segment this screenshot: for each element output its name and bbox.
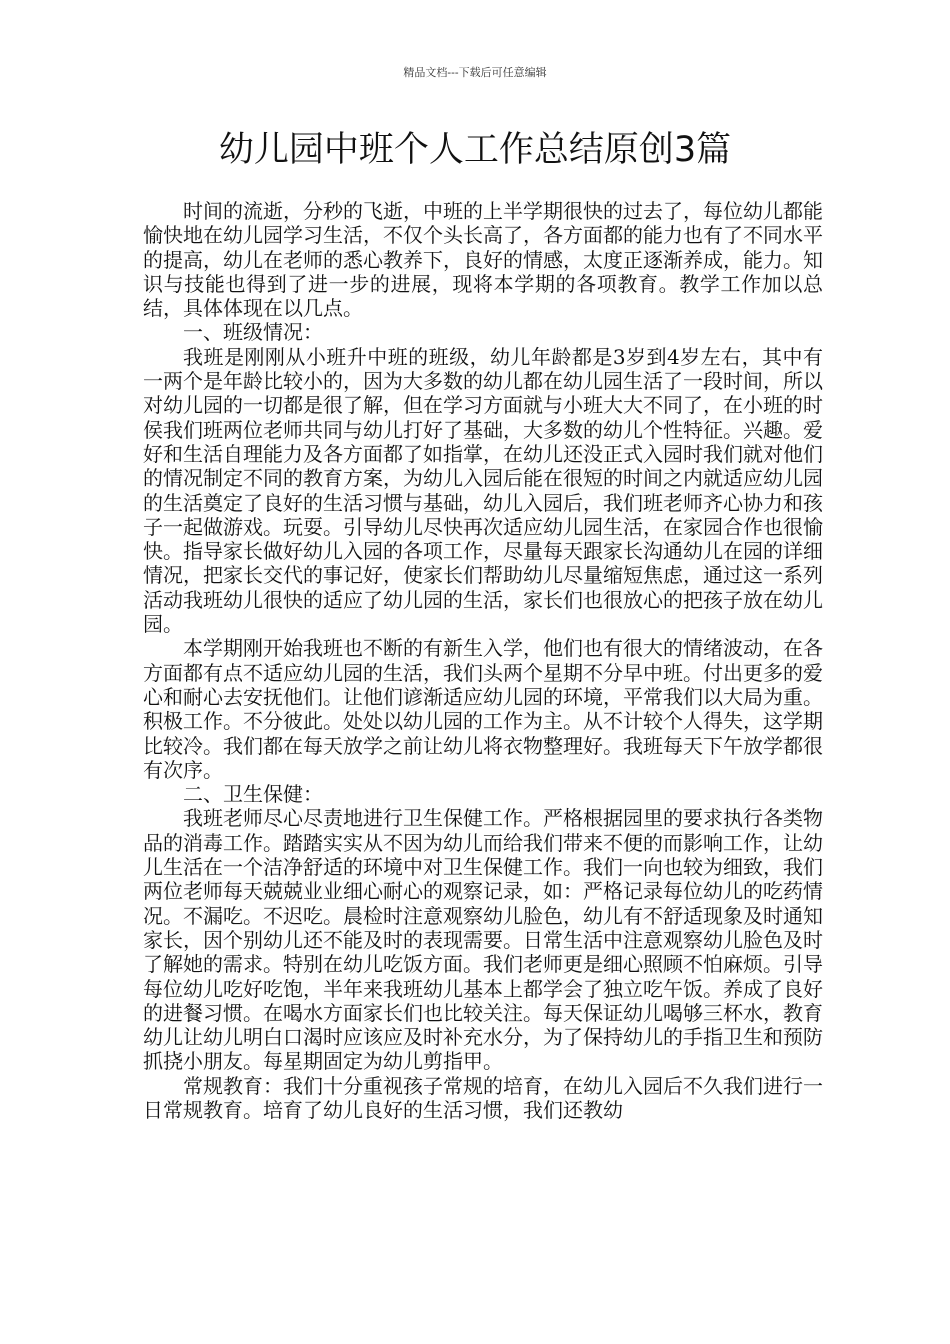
paragraph-routine-education: 常规教育：我们十分重视孩子常规的培育，在幼儿入园后不久我们进行一日常规教育。培育了幼儿良好的生活习惯，我们还教幼	[143, 1073, 823, 1122]
paragraph-class-situation: 我班是刚刚从小班升中班的班级，幼儿年龄都是3岁到4岁左右，其中有一两个是年龄比较小的，因为大多数的幼儿都在幼儿园生活了一段时间，所以对幼儿园的一切都是很了解，但在学习方面就与小班大大不同了，在小班的时侯我们班两位老师共同与幼儿打好了基础，大多数的幼儿个性特征。兴趣。爱好和生活自理能力及各方面都了如指掌，在幼儿还没正式入园时我们就对他们的情况制定不同的教育方案，为幼儿入园后能在很短的时间之内就适应幼儿园的生活奠定了良好的生活习惯与基础，幼儿入园后，我们班老师齐心协力和孩子一起做游戏。玩耍。引导幼儿尽快再次适应幼儿园生活，在家园合作也很愉快。指导家长做好幼儿入园的各项工作，尽量每天跟家长沟通幼儿在园的详细情况，把家长交代的事记好，使家长们帮助幼儿尽量缩短焦虑，通过这一系列活动我班幼儿很快的适应了幼儿园的生活，家长们也很放心的把孩子放在幼儿园。	[143, 344, 823, 637]
document-body	[143, 199, 823, 1122]
document-title: 幼儿园中班个人工作总结原创3篇	[218, 130, 732, 170]
header-note: 精品文档---下载后可任意编辑	[403, 66, 547, 79]
paragraph-new-students: 本学期刚开始我班也不断的有新生入学，他们也有很大的情绪波动，在各方面都有点不适应幼儿园的生活，我们头两个星期不分早中班。付出更多的爱心和耐心去安抚他们。让他们谚渐适应幼儿园的环境，平常我们以大局为重。积极工作。不分彼此。处处以幼儿园的工作为主。从不计较个人得失，这学期比较冷。我们都在每天放学之前让幼儿将衣物整理好。我班每天下午放学都很有次序。	[143, 636, 823, 782]
paragraph-health-care: 我班老师尽心尽责地进行卫生保健工作。严格根据园里的要求执行各类物品的消毒工作。踏踏实实从不因为幼儿而给我们带来不便的而影响工作，让幼儿生活在一个洁净舒适的环境中对卫生保健工作。我们一向也较为细致，我们两位老师每天兢兢业业细心耐心的观察记录，如：严格记录每位幼儿的吃药情况。不漏吃。不迟吃。晨检时注意观察幼儿脸色，幼儿有不舒适现象及时通知家长，因个别幼儿还不能及时的表现需要。日常生活中注意观察幼儿脸色及时了解她的需求。特别在幼儿吃饭方面。我们老师更是细心照顾不怕麻烦。引导每位幼儿吃好吃饱，半年来我班幼儿基本上都学会了独立吃午饭。养成了良好的进餐习惯。在喝水方面家长们也比较关注。每天保证幼儿喝够三杯水，教育幼儿让幼儿明白口渴时应该应及时补充水分，为了保持幼儿的手指卫生和预防抓挠小朋友。每星期固定为幼儿剪指甲。	[143, 806, 823, 1074]
paragraph-intro: 时间的流逝，分秒的飞逝，中班的上半学期很快的过去了，每位幼儿都能愉快地在幼儿园学习生活，不仅个头长高了，各方面都的能力也有了不同水平的提高，幼儿在老师的悉心教养下，良好的情感，太度正逐渐养成，能力。知识与技能也得到了进一步的进展，现将本学期的各项教育。教学工作加以总结，具体体现在以几点。	[143, 199, 823, 321]
section-heading-class-situation: 一、班级情况：	[183, 320, 323, 345]
section-heading-health-care: 二、卫生保健：	[183, 782, 323, 807]
